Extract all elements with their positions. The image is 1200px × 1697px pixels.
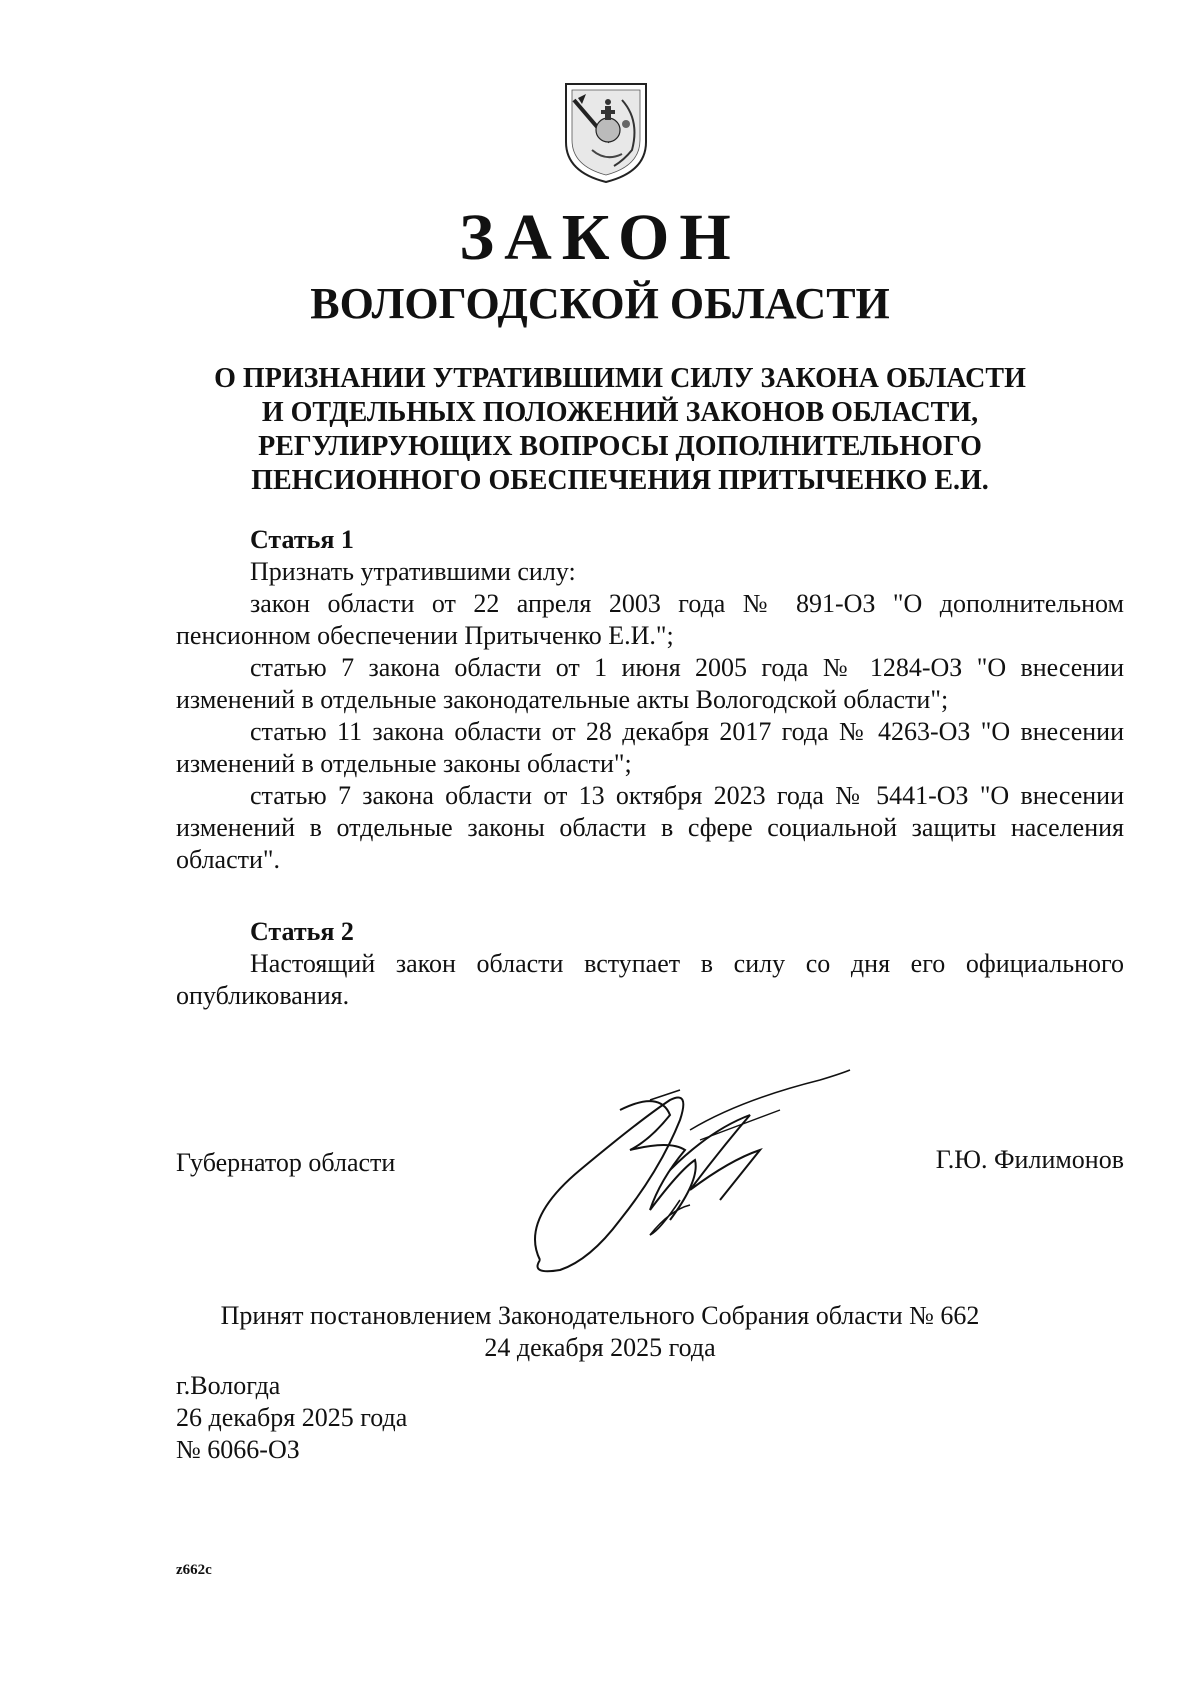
heading-line: И ОТДЕЛЬНЫХ ПОЛОЖЕНИЙ ЗАКОНОВ ОБЛАСТИ, (261, 397, 979, 428)
document-subtitle: ВОЛОГОДСКОЙ ОБЛАСТИ (310, 279, 890, 328)
article-1-paragraph: Признать утратившими силу: (250, 557, 576, 586)
signatory-name: Г.Ю. Филимонов (935, 1145, 1124, 1174)
article-1 (176, 524, 1124, 876)
heading-line: О ПРИЗНАНИИ УТРАТИВШИМИ СИЛУ ЗАКОНА ОБЛАСТИ (214, 363, 1026, 394)
article-1-paragraph: статью 7 закона области от 13 октября 2023 года № 5441-ОЗ "О внесении изменений в отдельные законы области в сфере социальной защиты населения области". (176, 781, 1124, 874)
article-2-paragraph: Настоящий закон области вступает в силу со дня его официального опубликования. (176, 949, 1124, 1010)
article-2 (176, 916, 1124, 1012)
place-and-number (176, 1370, 407, 1466)
adoption-date: 24 декабря 2025 года (484, 1333, 716, 1362)
document-code: z662c (176, 1562, 212, 1578)
law-heading (170, 362, 1070, 498)
place-date: 26 декабря 2025 года (176, 1403, 408, 1432)
document-title: ЗАКОН (459, 201, 741, 274)
coat-of-arms-icon (562, 80, 650, 186)
adoption-note (0, 1300, 1200, 1364)
signatory-label: Губернатор области (176, 1148, 396, 1177)
heading-line: РЕГУЛИРУЮЩИХ ВОПРОСЫ ДОПОЛНИТЕЛЬНОГО (258, 431, 982, 462)
article-1-paragraph: статью 11 закона области от 28 декабря 2017 года № 4263-ОЗ "О внесении изменений в отдельные законы области"; (176, 717, 1124, 778)
article-2-title: Статья 2 (250, 917, 354, 946)
law-number: № 6066-ОЗ (176, 1435, 300, 1464)
signature-icon (520, 1060, 860, 1300)
place-city: г.Вологда (176, 1371, 281, 1400)
adoption-line: Принят постановлением Законодательного Собрания области № 662 (220, 1301, 980, 1330)
article-1-paragraph: статью 7 закона области от 1 июня 2005 года № 1284-ОЗ "О внесении изменений в отдельные законодательные акты Вологодской области"; (176, 653, 1124, 714)
heading-line: ПЕНСИОННОГО ОБЕСПЕЧЕНИЯ ПРИТЫЧЕНКО Е.И. (251, 465, 989, 496)
article-1-title: Статья 1 (250, 525, 354, 554)
article-1-paragraph: закон области от 22 апреля 2003 года № 891-ОЗ "О дополнительном пенсионном обеспечении Притыченко Е.И."; (176, 589, 1124, 650)
